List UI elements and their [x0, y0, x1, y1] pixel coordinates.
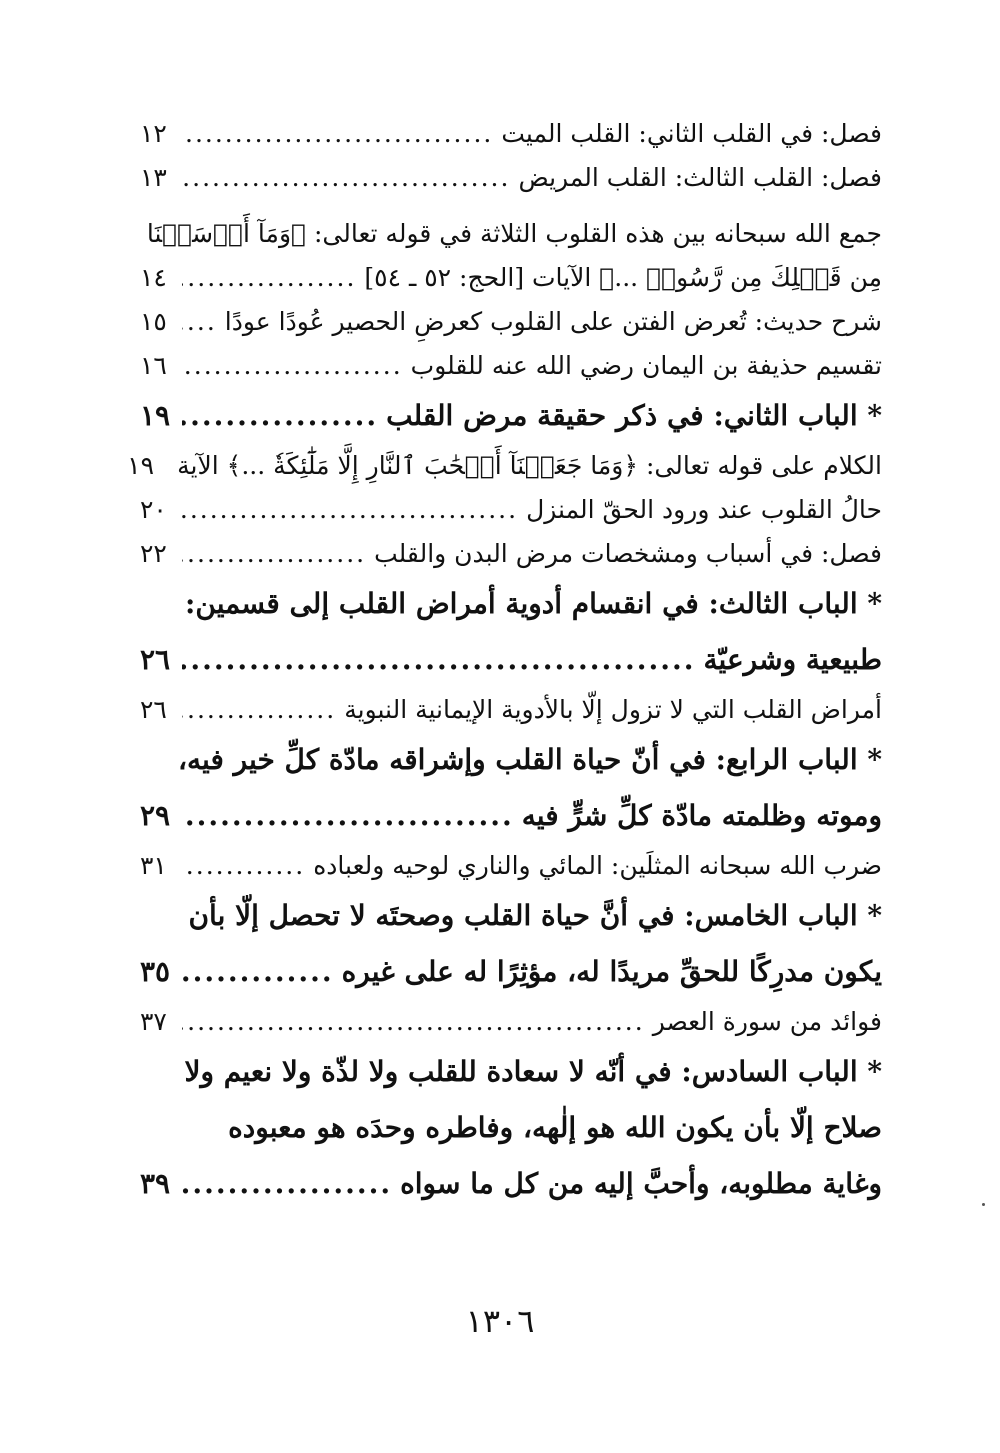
- toc-entry-page: ٢٢: [140, 539, 167, 568]
- toc-entry: [140, 532, 882, 576]
- toc-entry-title: * الباب الرابع: في أنّ حياة القلب وإشراقه مادّة كلِّ خير فيه،: [177, 743, 882, 776]
- toc-entry: [140, 688, 882, 732]
- toc-entry-page: ١٩: [140, 399, 171, 432]
- leader-dots: [182, 488, 518, 532]
- toc-chapter-entry: [140, 888, 882, 944]
- toc-entry: [140, 112, 882, 156]
- toc-entry-title: * الباب الثاني: في ذكر حقيقة مرض القلب: [386, 399, 882, 432]
- toc-entry-title: الكلام على قوله تعالى: ﴿وَمَا جَعَلۡنَآ أَصۡحَٰبَ ٱلنَّارِ إِلَّا مَلَٰٓئِكَةٗ ...﴾ الآية: [177, 451, 882, 480]
- toc-entry-title: فوائد من سورة العصر: [652, 1007, 882, 1036]
- margin-speck: [982, 1203, 985, 1206]
- toc-entry-title: يكون مدرِكًا للحقِّ مريدًا له، مؤثِرًا له على غيره: [341, 955, 882, 988]
- leader-dots: [182, 632, 696, 688]
- toc-entry-page: ٢٦: [140, 643, 171, 676]
- table-of-contents: [127, 112, 882, 1212]
- toc-chapter-entry: [140, 632, 882, 688]
- toc-entry-title: فصل: القلب الثالث: القلب المريض: [518, 163, 882, 192]
- toc-entry-title: ضرب الله سبحانه المثلَين: المائي والناري لوحيه ولعباده: [313, 851, 882, 880]
- toc-entry-title: صلاح إلّا بأن يكون الله هو إلٰهه، وفاطره وحدَه هو معبوده: [228, 1111, 882, 1144]
- leader-dots: [182, 344, 403, 388]
- leader-dots: [182, 1156, 392, 1212]
- toc-chapter-entry: [140, 732, 882, 788]
- toc-entry-page: ١٥: [140, 307, 167, 336]
- toc-entry-page: ١٤: [140, 263, 167, 292]
- toc-entry-title: وموته وظلمته مادّة كلِّ شرٍّ فيه: [521, 799, 882, 832]
- leader-dots: [182, 688, 336, 732]
- toc-entry-title: فصل: في القلب الثاني: القلب الميت: [501, 119, 882, 148]
- toc-entry: [140, 844, 882, 888]
- toc-entry-title: * الباب الثالث: في انقسام أدوية أمراض القلب إلى قسمين:: [185, 587, 882, 620]
- toc-entry-page: ١٩: [127, 451, 155, 480]
- toc-entry-title: شرح حديث: تُعرض الفتن على القلوب كعرضِ الحصير عُودًا عودًا: [224, 307, 882, 336]
- toc-entry-page: ٣٩: [140, 1167, 171, 1200]
- toc-entry-page: ٣٧: [140, 1007, 167, 1036]
- toc-entry-title: فصل: في أسباب ومشخصات مرض البدن والقلب: [374, 539, 882, 568]
- toc-entry: [140, 300, 882, 344]
- toc-entry-title: * الباب السادس: في أنّه لا سعادة للقلب ولا لذّة ولا نعيم ولا: [184, 1055, 882, 1088]
- toc-entry-page: ١٦: [140, 351, 167, 380]
- toc-chapter-entry: [140, 788, 882, 844]
- toc-entry-page: ٢٠: [140, 495, 167, 524]
- toc-entry-title: تقسيم حذيفة بن اليمان رضي الله عنه للقلوب: [410, 351, 882, 380]
- toc-chapter-entry: [140, 1100, 882, 1156]
- toc-entry-page: ٣٥: [140, 955, 171, 988]
- toc-entry-page: ٣١: [140, 851, 167, 880]
- leader-dots: [182, 532, 366, 576]
- page-number: ١٣٠٦: [465, 1302, 535, 1340]
- toc-entry-title: جمع الله سبحانه بين هذه القلوب الثلاثة في قوله تعالى: ﴿وَمَآ أَرۡسَلۡنَا: [146, 219, 882, 248]
- toc-entry: [140, 344, 882, 388]
- toc-entry-page: ٢٩: [140, 799, 171, 832]
- toc-entry-title: وغاية مطلوبه، وأحبَّ إليه من كل ما سواه: [400, 1167, 882, 1200]
- toc-entry: [140, 1000, 882, 1044]
- toc-entry-page: ٢٦: [140, 695, 167, 724]
- toc-entry: [140, 156, 882, 200]
- toc-entry-page: ١٣: [140, 163, 167, 192]
- leader-dots: [182, 300, 217, 344]
- toc-entry: [140, 488, 882, 532]
- toc-chapter-entry: [140, 576, 882, 632]
- leader-dots: [182, 156, 510, 200]
- toc-entry-title: طبيعية وشرعيّة: [703, 643, 882, 676]
- leader-dots: [182, 112, 493, 156]
- toc-entry-title: * الباب الخامس: في أنَّ حياة القلب وصحتَه لا تحصل إلّا بأن: [188, 899, 882, 932]
- toc-entry-title: حالُ القلوب عند ورود الحقّ المنزل: [526, 495, 882, 524]
- leader-dots: [182, 788, 514, 844]
- leader-dots: [182, 256, 356, 300]
- toc-entry-page: ١٢: [140, 119, 167, 148]
- toc-chapter-entry: [140, 1156, 882, 1212]
- toc-chapter-entry: [140, 944, 882, 1000]
- leader-dots: [182, 1000, 645, 1044]
- leader-dots: [182, 944, 334, 1000]
- toc-entry-title: مِن قَبۡلِكَ مِن رَّسُولٖ ...﴾ الآيات [الحج: ٥٢ ـ ٥٤]: [364, 263, 882, 292]
- toc-chapter-entry: [140, 388, 882, 444]
- leader-dots: [182, 388, 378, 444]
- toc-entry: [140, 256, 882, 300]
- toc-entry: [140, 212, 882, 256]
- leader-dots: [182, 844, 305, 888]
- toc-entry: [127, 444, 882, 488]
- toc-entry-title: أمراض القلب التي لا تزول إلّا بالأدوية الإيمانية النبوية: [344, 695, 882, 724]
- toc-chapter-entry: [140, 1044, 882, 1100]
